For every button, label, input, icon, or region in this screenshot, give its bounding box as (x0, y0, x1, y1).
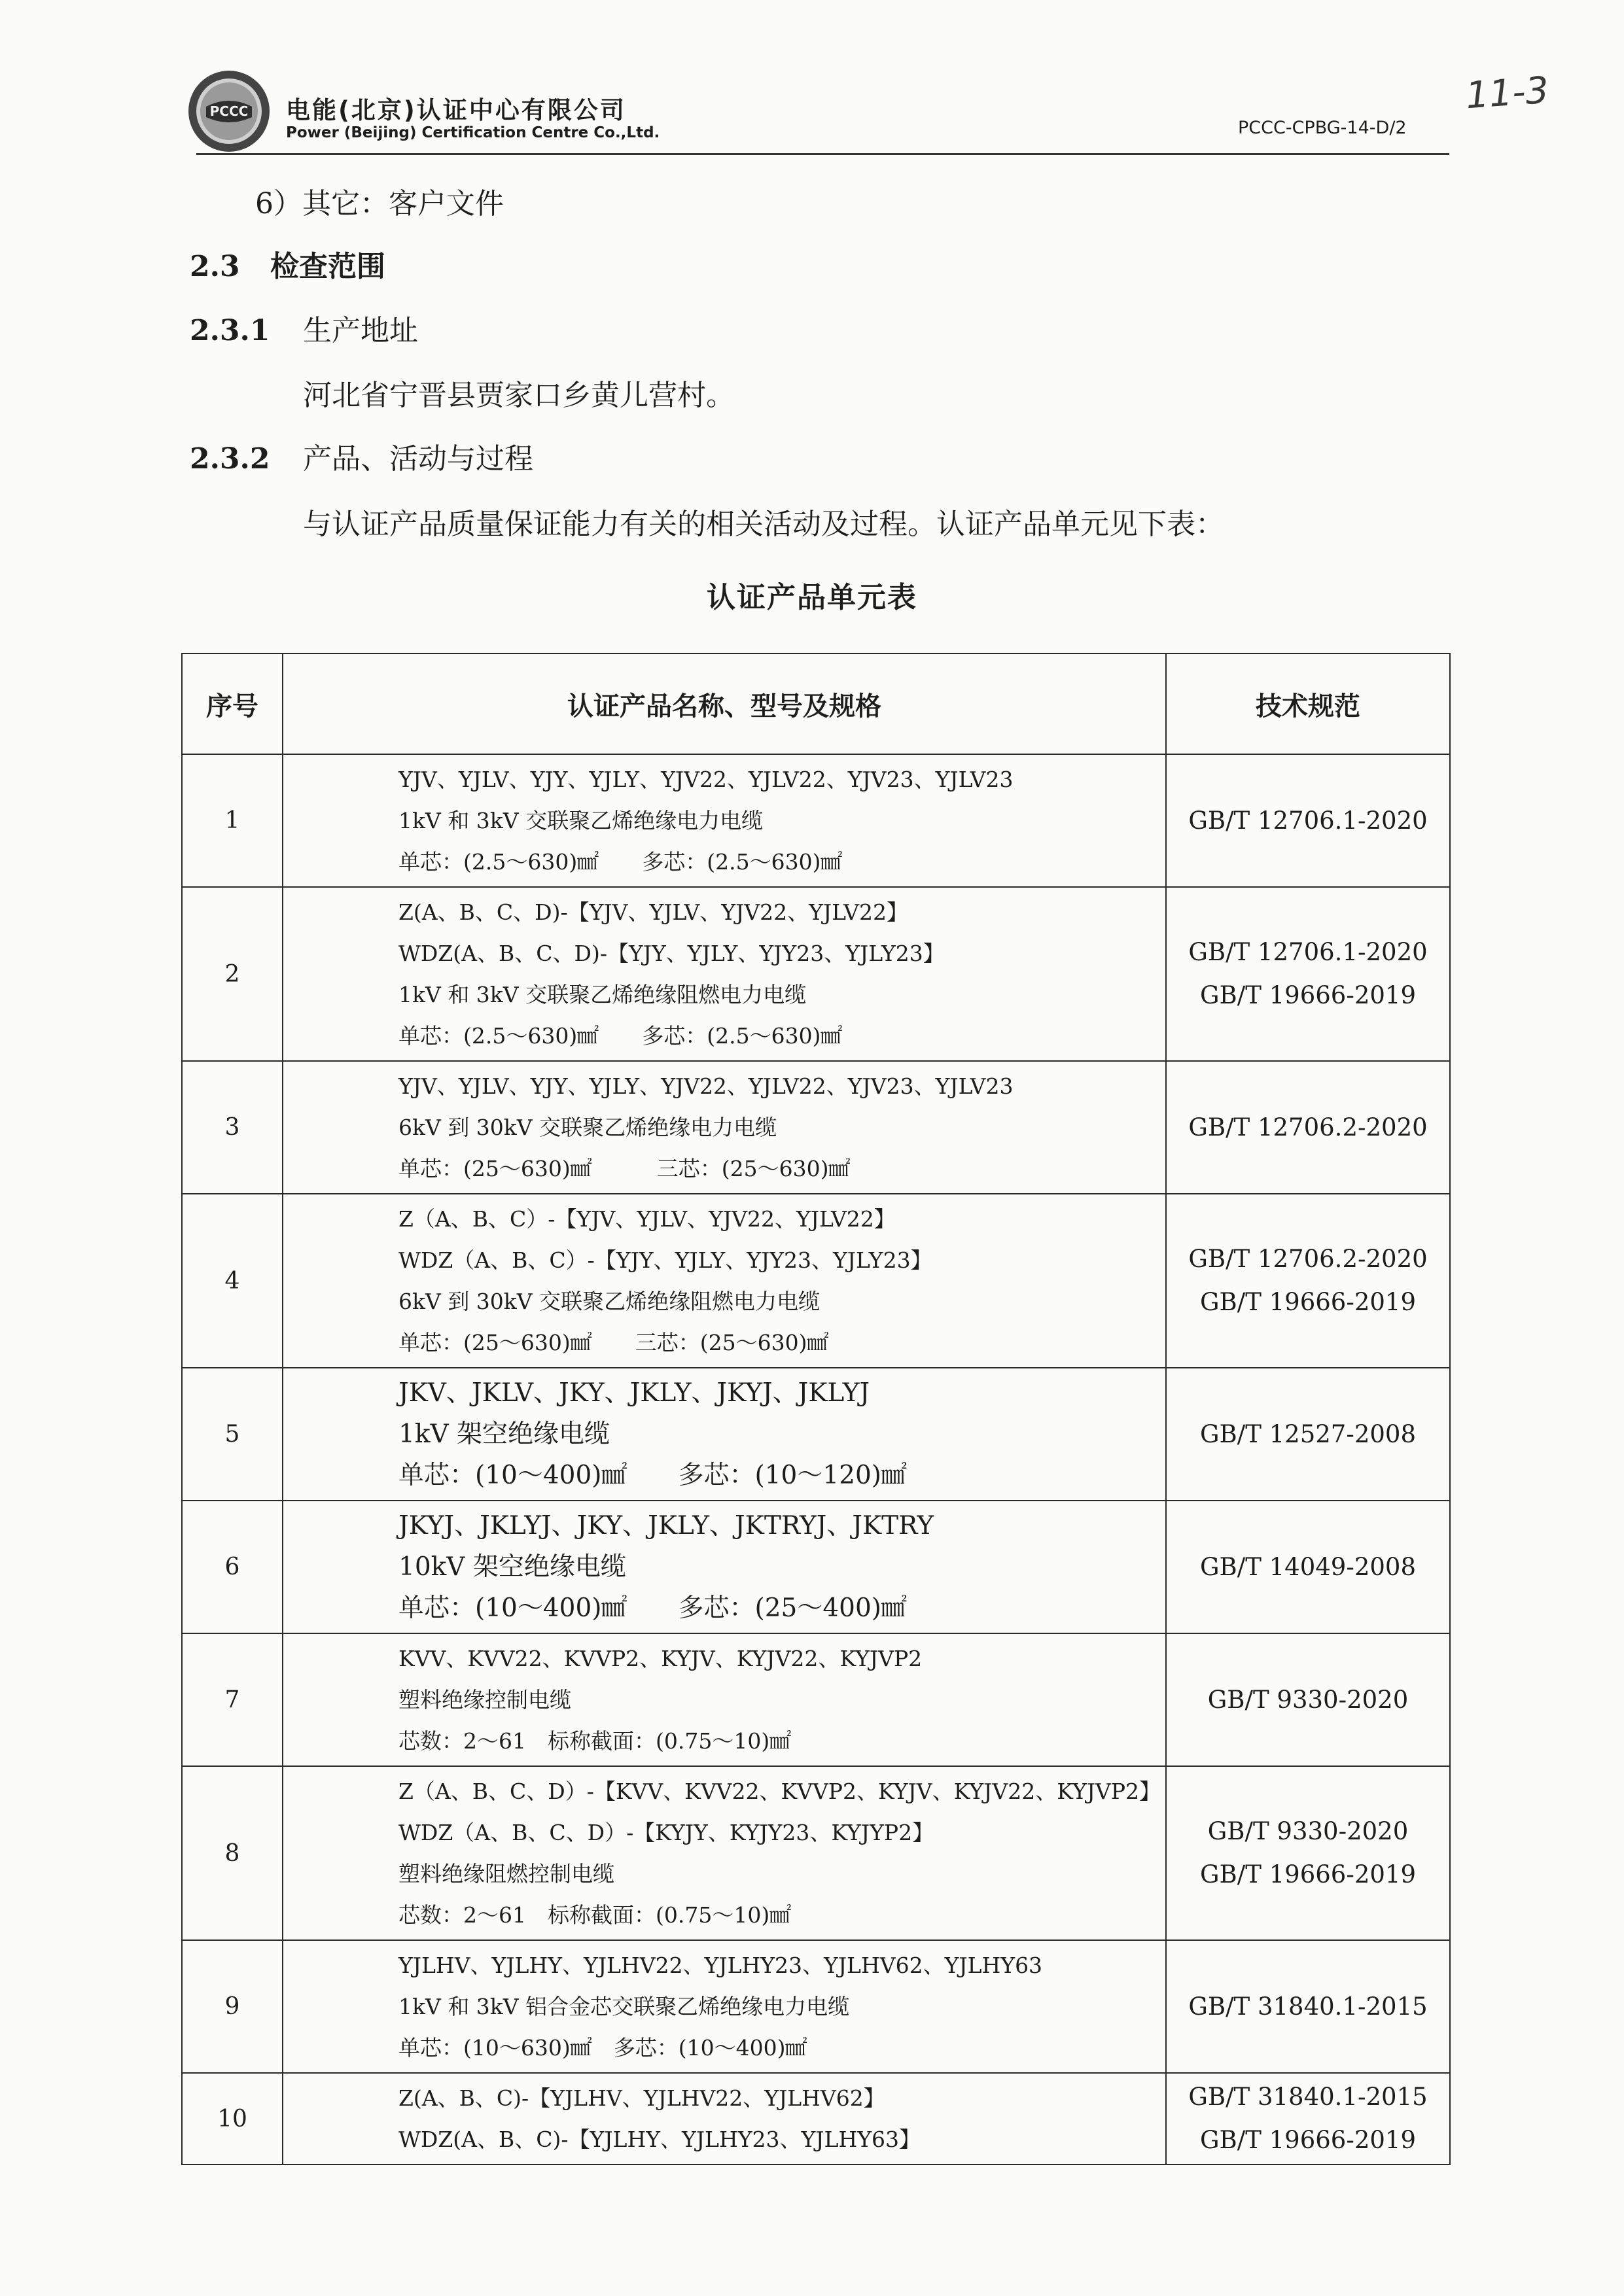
table-row (182, 1940, 1450, 2073)
spec-line: WDZ（A、B、C）-【YJY、YJLY、YJY23、YJLY23】 (398, 1247, 932, 1273)
table-title: 认证产品单元表 (707, 581, 917, 614)
spec-line: 1kV 和 3kV 交联聚乙烯绝缘电力电缆 (398, 808, 764, 833)
spec-line: 单芯：(25～630)㎟ 三芯：(25～630)㎟ (398, 1156, 851, 1181)
row-technical-standard (1166, 1940, 1450, 2073)
row-product-spec (283, 1940, 1166, 2073)
spec-line: 1kV 和 3kV 铝合金芯交联聚乙烯绝缘电力电缆 (398, 1994, 850, 2019)
header-divider (196, 153, 1449, 155)
table-row (182, 1766, 1450, 1940)
spec-line: Z(A、B、C)-【YJLHV、YJLHV22、YJLHV62】 (398, 2085, 885, 2111)
row-product-spec (283, 1501, 1166, 1633)
row-product-spec (283, 1633, 1166, 1766)
spec-line: WDZ(A、B、C)-【YJLHY、YJLHY23、YJLHY63】 (398, 2127, 921, 2152)
table-header-row (182, 653, 1450, 754)
standard-line: GB/T 31840.1-2015 (1188, 1992, 1428, 2021)
row-product-spec (283, 1194, 1166, 1368)
row-technical-standard (1166, 887, 1450, 1061)
pccc-logo-icon (186, 69, 272, 154)
row-serial-no: 8 (182, 1766, 283, 1940)
certification-unit-table (181, 653, 1451, 2165)
logo-text: PCCC (209, 103, 249, 119)
row-product-spec (283, 887, 1166, 1061)
spec-line: 单芯：(10～630)㎟ 多芯：(10～400)㎟ (398, 2035, 807, 2061)
spec-line: 单芯：(10～400)㎟ 多芯：(10～120)㎟ (398, 1461, 907, 1490)
spec-line: Z(A、B、C、D)-【YJV、YJLV、YJV22、YJLV22】 (398, 899, 908, 925)
section-2-3-number: 2.3 (190, 250, 240, 283)
spec-line: KVV、KVV22、KVVP2、KYJV、KYJV22、KYJVP2 (398, 1646, 923, 1671)
standard-line: GB/T 12706.2-2020 (1188, 1245, 1428, 1273)
spec-line: 芯数：2～61 标称截面：(0.75～10)㎟ (398, 1902, 792, 1928)
spec-line: 芯数：2～61 标称截面：(0.75～10)㎟ (398, 1728, 792, 1754)
document-code: PCCC-CPBG-14-D/2 (1238, 118, 1407, 138)
row-technical-standard (1166, 1368, 1450, 1501)
row-serial-no: 9 (182, 1940, 283, 2073)
row-technical-standard (1166, 2073, 1450, 2165)
spec-line: 单芯：(2.5～630)㎟ 多芯：(2.5～630)㎟ (398, 849, 843, 875)
spec-line: 单芯：(2.5～630)㎟ 多芯：(2.5～630)㎟ (398, 1023, 843, 1049)
row-serial-no: 7 (182, 1633, 283, 1766)
spec-line: Z（A、B、C、D）-【KVV、KVV22、KVVP2、KYJV、KYJV22、KYJVP2】 (398, 1779, 1161, 1804)
spec-line: JKYJ、JKLYJ、JKY、JKLY、JKTRYJ、JKTRY (398, 1511, 934, 1540)
row-serial-no: 10 (182, 2073, 283, 2165)
spec-line: YJV、YJLV、YJY、YJLY、YJV22、YJLV22、YJV23、YJLV23 (398, 767, 1014, 792)
standard-line: GB/T 12706.1-2020 (1188, 938, 1428, 966)
spec-line: 1kV 和 3kV 交联聚乙烯绝缘阻燃电力电缆 (398, 982, 807, 1007)
row-product-spec (283, 1766, 1166, 1940)
section-2-3-1-number: 2.3.1 (190, 314, 270, 347)
section-2-3-2-text: 与认证产品质量保证能力有关的相关活动及过程。认证产品单元见下表： (303, 508, 1224, 541)
spec-line: 塑料绝缘控制电缆 (398, 1687, 571, 1713)
row-technical-standard (1166, 1194, 1450, 1368)
spec-line: 单芯：(10～400)㎟ 多芯：(25～400)㎟ (398, 1593, 907, 1623)
row-serial-no: 6 (182, 1501, 283, 1633)
row-product-spec (283, 754, 1166, 887)
table-row (182, 1194, 1450, 1368)
spec-line: 塑料绝缘阻燃控制电缆 (398, 1861, 614, 1887)
spec-line: 1kV 架空绝缘电缆 (398, 1419, 610, 1449)
section-2-3-2-number: 2.3.2 (190, 442, 270, 476)
row-product-spec (283, 2073, 1166, 2165)
spec-line: 6kV 到 30kV 交联聚乙烯绝缘电力电缆 (398, 1115, 777, 1140)
spec-line: JKV、JKLV、JKY、JKLY、JKYJ、JKLYJ (398, 1378, 870, 1408)
section-2-3-1-title: 生产地址 (303, 314, 418, 347)
company-name-en: Power (Beijing) Certification Centre Co.,Ltd. (286, 124, 660, 141)
standard-line: GB/T 14049-2008 (1199, 1552, 1417, 1581)
spec-line: 10kV 架空绝缘电缆 (398, 1552, 626, 1582)
handwritten-page-mark: 11-3 (1464, 69, 1551, 118)
row-technical-standard (1166, 1501, 1450, 1633)
standard-line: GB/T 12706.1-2020 (1188, 806, 1428, 835)
table-row (182, 754, 1450, 887)
table-row (182, 1501, 1450, 1633)
spec-line: WDZ(A、B、C、D)-【YJY、YJLY、YJY23、YJLY23】 (398, 941, 945, 966)
standard-line: GB/T 12527-2008 (1199, 1419, 1417, 1448)
table-body (182, 754, 1450, 2165)
standard-line: GB/T 19666-2019 (1199, 981, 1417, 1009)
standard-line: GB/T 12706.2-2020 (1188, 1113, 1428, 1141)
row-technical-standard (1166, 1766, 1450, 1940)
spec-line: YJLHV、YJLHY、YJLHV22、YJLHY23、YJLHV62、YJLHY63 (398, 1953, 1043, 1978)
table-row (182, 2073, 1450, 2165)
standard-line: GB/T 31840.1-2015 (1188, 2083, 1428, 2111)
table-row (182, 1061, 1450, 1194)
item-6-text: 6）其它：客户文件 (255, 187, 504, 220)
row-technical-standard (1166, 1633, 1450, 1766)
production-address: 河北省宁晋县贾家口乡黄儿营村。 (303, 379, 735, 412)
spec-line: Z（A、B、C）-【YJV、YJLV、YJV22、YJLV22】 (398, 1206, 896, 1232)
spec-line: 单芯：(25～630)㎟ 三芯：(25～630)㎟ (398, 1330, 829, 1355)
spec-line: WDZ（A、B、C、D）-【KYJY、KYJY23、KYJYP2】 (398, 1820, 934, 1845)
row-serial-no: 1 (182, 754, 283, 887)
standard-line: GB/T 19666-2019 (1199, 1860, 1417, 1888)
section-2-3-title: 检查范围 (270, 250, 385, 283)
header-serial-no: 序号 (182, 653, 283, 754)
row-product-spec (283, 1061, 1166, 1194)
table-row (182, 1368, 1450, 1501)
row-serial-no: 4 (182, 1194, 283, 1368)
standard-line: GB/T 19666-2019 (1199, 2126, 1417, 2154)
row-serial-no: 5 (182, 1368, 283, 1501)
header-technical-standard: 技术规范 (1166, 653, 1450, 754)
row-technical-standard (1166, 1061, 1450, 1194)
spec-line: YJV、YJLV、YJY、YJLY、YJV22、YJLV22、YJV23、YJLV23 (398, 1073, 1014, 1099)
spec-line: 6kV 到 30kV 交联聚乙烯绝缘阻燃电力电缆 (398, 1289, 821, 1314)
table-row (182, 887, 1450, 1061)
row-serial-no: 2 (182, 887, 283, 1061)
section-2-3-2-title: 产品、活动与过程 (303, 442, 533, 476)
standard-line: GB/T 19666-2019 (1199, 1288, 1417, 1316)
standard-line: GB/T 9330-2020 (1207, 1685, 1409, 1714)
header-product-spec: 认证产品名称、型号及规格 (283, 653, 1166, 754)
row-product-spec (283, 1368, 1166, 1501)
row-serial-no: 3 (182, 1061, 283, 1194)
company-name-cn: 电能(北京)认证中心有限公司 (286, 96, 626, 124)
table-row (182, 1633, 1450, 1766)
standard-line: GB/T 9330-2020 (1207, 1817, 1409, 1845)
row-technical-standard (1166, 754, 1450, 887)
